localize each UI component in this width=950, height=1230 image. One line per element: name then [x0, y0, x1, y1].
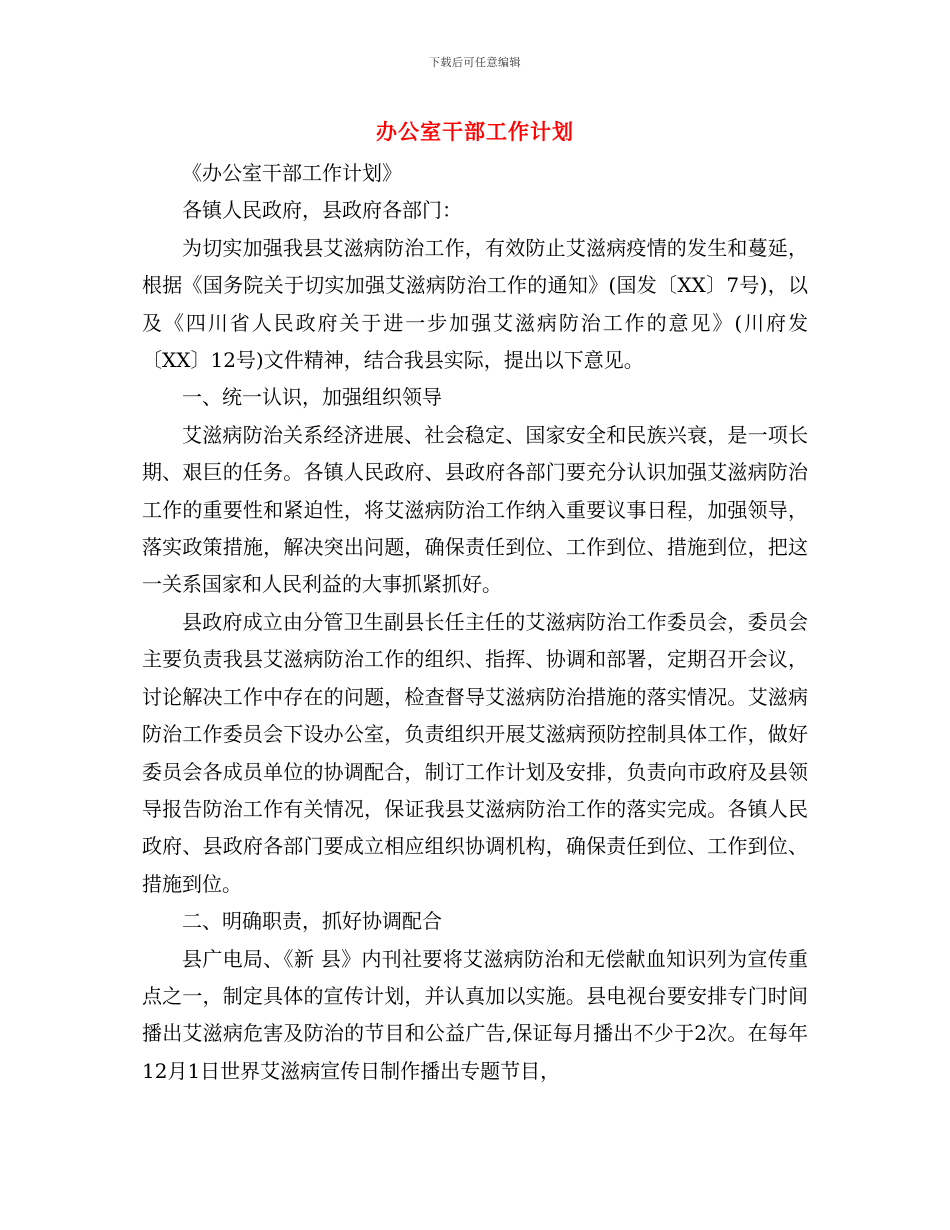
- doc-salutation: 各镇人民政府，县政府各部门：: [182, 198, 462, 223]
- doc-subtitle: 《办公室干部工作计划》: [182, 161, 402, 185]
- section-heading-1: 一、统一认识，加强组织领导: [182, 385, 442, 410]
- body-paragraph: 县政府成立由分管卫生副县长任主任的艾滋病防治工作委员会，委员会主要负责我县艾滋病防治工作的组织、指挥、协调和部署，定期召开会议，讨论解决工作中存在的问题，检查督导艾滋病防治措施的落实情况。艾滋病防治工作委员会下设办公室，负责组织开展艾滋病预防控制具体工作，做好委员会各成员单位的协调配合，制订工作计划及安排，负责向市政府及县领导报告防治工作有关情况，保证我县艾滋病防治工作的落实完成。各镇人民政府、县政府各部门要成立相应组织协调机构，确保责任到位、工作到位、措施到位。: [142, 609, 808, 896]
- body-paragraph: 为切实加强我县艾滋病防治工作，有效防止艾滋病疫情的发生和蔓延，根据《国务院关于切实加强艾滋病防治工作的通知》(国发〔XX〕7号)，以及《四川省人民政府关于进一步加强艾滋病防治工作的意见》(川府发〔XX〕12号)文件精神，结合我县实际，提出以下意见。: [142, 235, 808, 373]
- header-note: 下载后可任意编辑: [429, 56, 521, 69]
- body-paragraph: 艾滋病防治关系经济进展、社会稳定、国家安全和民族兴衰，是一项长期、艰巨的任务。各镇人民政府、县政府各部门要充分认识加强艾滋病防治工作的重要性和紧迫性，将艾滋病防治工作纳入重要议事日程，加强领导，落实政策措施，解决突出问题，确保责任到位、工作到位、措施到位，把这一关系国家和人民利益的大事抓紧抓好。: [142, 422, 808, 597]
- section-heading-2: 二、明确职责，抓好协调配合: [182, 909, 442, 934]
- document-title: 办公室干部工作计划: [376, 120, 574, 144]
- document-body: [142, 155, 808, 1090]
- body-paragraph: 县广电局、《新 县》内刊社要将艾滋病防治和无偿献血知识列为宣传重点之一，制定具体的宣传计划，并认真加以实施。县电视台要安排专门时间播出艾滋病危害及防治的节目和公益广告,保证每月播出不少于2次。在每年12月1日世界艾滋病宣传日制作播出专题节目，: [142, 946, 808, 1083]
